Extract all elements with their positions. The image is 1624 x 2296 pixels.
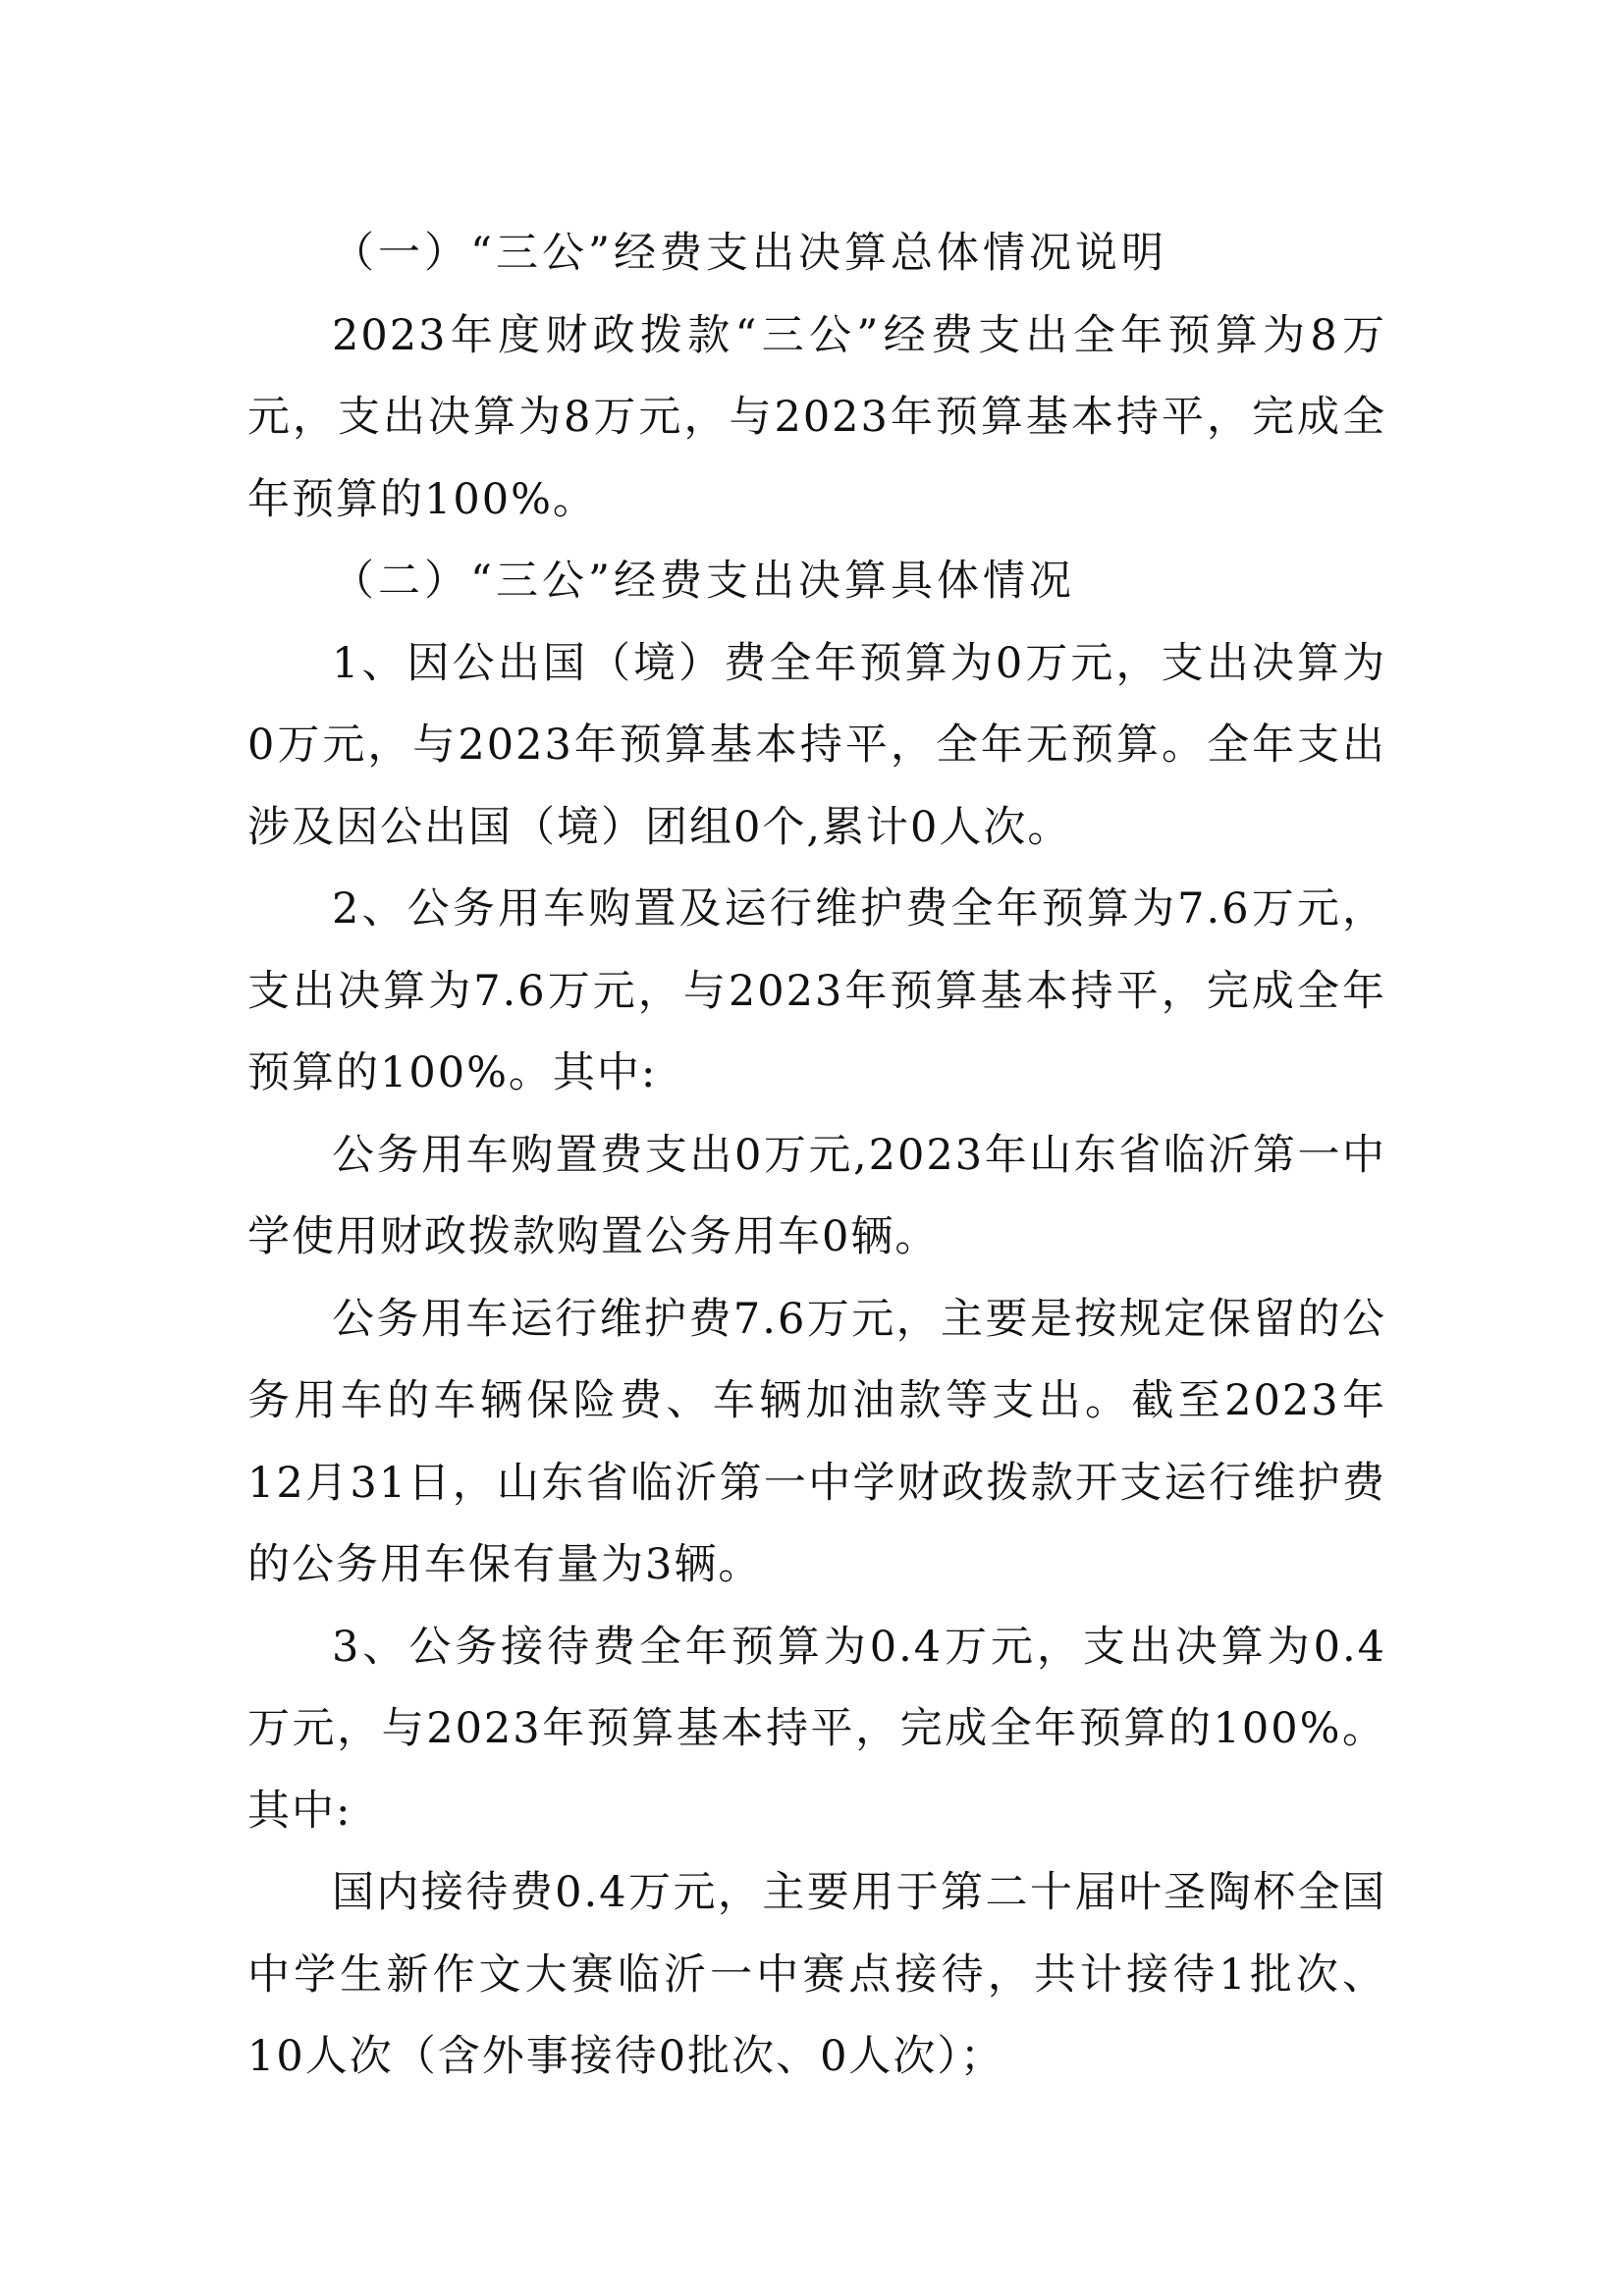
paragraph-domestic-reception: 国内接待费0.4万元，主要用于第二十届叶圣陶杯全国中学生新作文大赛临沂一中赛点接待，共计接待1批次、10人次（含外事接待0批次、0人次）； [247, 1868, 1386, 2081]
paragraph-overseas-travel: 1、因公出国（境）费全年预算为0万元，支出决算为0万元，与2023年预算基本持平，全年无预算。全年支出涉及因公出国（境）团组0个,累计0人次。 [247, 638, 1386, 852]
paragraph-official-vehicles: 2、公务用车购置及运行维护费全年预算为7.6万元，支出决算为7.6万元，与2023年预算基本持平，完成全年预算的100%。其中: [247, 884, 1386, 1097]
section-heading-details: （二）“三公”经费支出决算具体情况 [332, 557, 1075, 606]
paragraph-overall-summary: 2023年度财政拨款“三公”经费支出全年预算为8万元，支出决算为8万元，与2023年预算基本持平，完成全年预算的100%。 [247, 310, 1386, 524]
paragraph-vehicle-maintenance: 公务用车运行维护费7.6万元，主要是按规定保留的公务用车的车辆保险费、车辆加油款等支出。截至2023年12月31日，山东省临沂第一中学财政拨款开支运行维护费的公务用车保有量为3辆。 [247, 1294, 1386, 1589]
paragraph-official-reception: 3、公务接待费全年预算为0.4万元，支出决算为0.4万元，与2023年预算基本持平，完成全年预算的100%。其中: [247, 1622, 1386, 1836]
section-heading-overall: （一）“三公”经费支出决算总体情况说明 [332, 229, 1167, 278]
paragraph-vehicle-purchase: 公务用车购置费支出0万元,2023年山东省临沂第一中学使用财政拨款购置公务用车0辆。 [247, 1130, 1386, 1261]
document-body [247, 213, 1386, 2099]
